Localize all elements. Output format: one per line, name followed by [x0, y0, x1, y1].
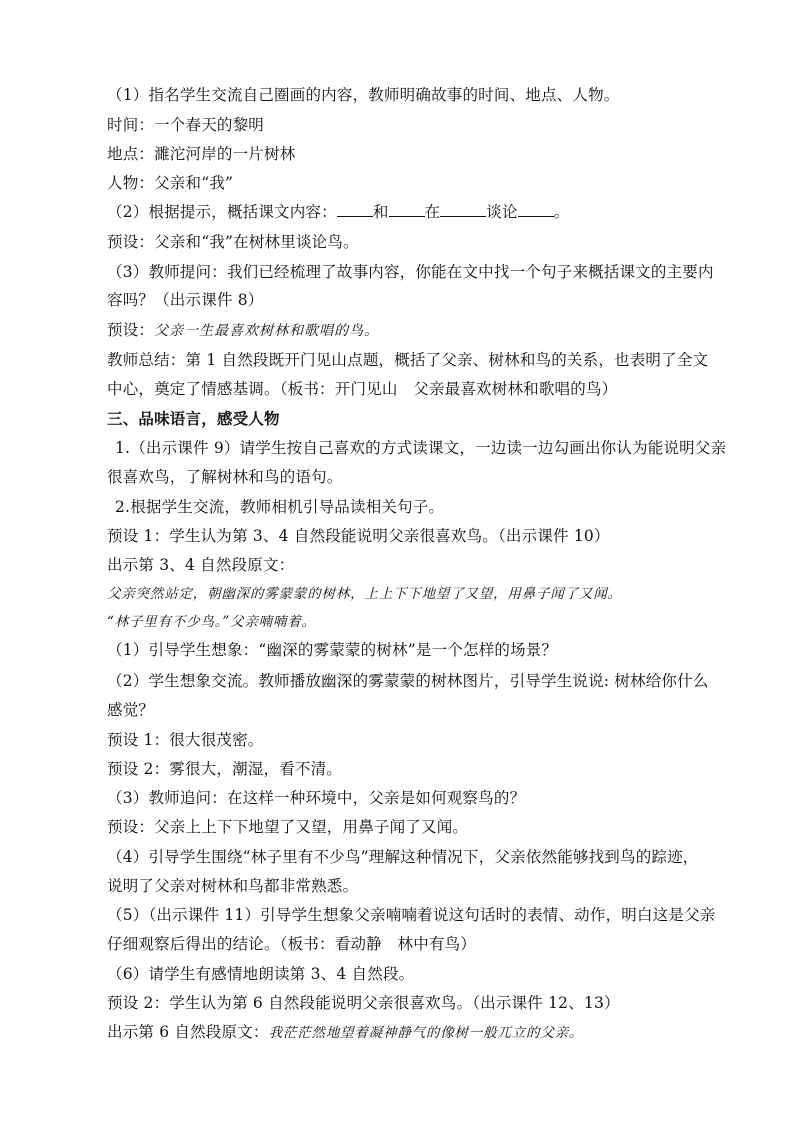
paragraph: 预设 1：很大很茂密。: [107, 731, 264, 749]
paragraph: 很喜欢鸟，了解树林和鸟的语句。: [107, 468, 343, 486]
paragraph: 预设：父亲和“我”在树林里谈论鸟。: [107, 233, 359, 251]
paragraph: 1.（出示课件 9）请学生按自己喜欢的方式读课文，一边读一边勾画出你认为能说明父亲: [115, 439, 727, 457]
fill-in-prompt: [107, 202, 569, 222]
fill-in-at: 在: [424, 203, 441, 221]
paragraph: （2）学生想象交流。教师播放幽深的雾蒙蒙的树林图片，引导学生说说: 树林给你什么: [107, 672, 709, 690]
paragraph: （3）教师提问：我们已经梳理了故事内容，你能在文中找一个句子来概括课文的主要内: [107, 263, 714, 281]
paragraph: 感觉？: [107, 701, 155, 719]
paragraph: 预设：父亲上上下下地望了又望，用鼻子闻了又闻。: [107, 818, 469, 836]
paragraph: 人物：父亲和“我”: [107, 174, 234, 192]
fill-in-talk: 谈论: [486, 203, 518, 221]
fill-in-blank: [518, 202, 554, 217]
paragraph: （3）教师追问：在这样一种环境中，父亲是如何观察鸟的？: [107, 789, 526, 807]
quoted-passage: 父亲突然站定，朝幽深的雾蒙蒙的树林，上上下下地望了又望，用鼻子闻了又闻。: [107, 586, 622, 602]
fill-in-blank: [389, 202, 425, 217]
paragraph: 预设 2：学生认为第 6 自然段能说明父亲很喜欢鸟。（出示课件 12、13）: [107, 994, 620, 1012]
paragraph: 2.根据学生交流，教师相机引导品读相关句子。: [115, 498, 445, 516]
paragraph: 说明了父亲对树林和鸟都非常熟悉。: [107, 877, 359, 895]
section-heading: 三、品味语言，感受人物: [107, 410, 280, 428]
fill-in-prefix: （2）根据提示，概括课文内容：: [107, 203, 337, 221]
paragraph: [107, 1022, 583, 1043]
fill-in-blank: [337, 202, 373, 217]
paragraph: 预设 1：学生认为第 3、4 自然段能说明父亲很喜欢鸟。（出示课件 10）: [107, 527, 610, 545]
paragraph: 教师总结：第 1 自然段既开门见山点题，概括了父亲、树林和鸟的关系，也表明了全文: [107, 351, 709, 369]
fill-in-blank: [440, 202, 486, 217]
paragraph: 仔细观察后得出的结论。（板书：看动静 林中有鸟）: [107, 935, 477, 953]
paragraph: 地点：濉沱河岸的一片树林: [107, 145, 296, 163]
quoted-sentence: 我茫茫然地望着凝神静气的像树一般兀立的父亲。: [268, 1025, 584, 1041]
fill-in-end: 。: [553, 203, 570, 221]
paragraph: 出示第 3、4 自然段原文：: [107, 556, 295, 574]
paragraph: 预设 2：雾很大，潮湿，看不清。: [107, 760, 342, 778]
preset-label: 预设：: [107, 321, 155, 339]
paragraph: （6）请学生有感情地朗读第 3、4 自然段。: [107, 965, 415, 983]
paragraph: （1）引导学生想象：“幽深的雾蒙蒙的树林”是一个怎样的场景？: [107, 641, 558, 659]
paragraph: （1）指名学生交流自己圈画的内容，教师明确故事的时间、地点、人物。: [107, 86, 620, 104]
paragraph: [107, 320, 379, 341]
quoted-passage: “林子里有不少鸟。”父亲喃喃着。: [107, 614, 316, 630]
paragraph: 时间：一个春天的黎明: [107, 116, 265, 134]
quoted-sentence: 父亲一生最喜欢树林和歌唱的鸟。: [154, 323, 380, 339]
paragraph: 中心，奠定了情感基调。（板书：开门见山 父亲最喜欢树林和歌唱的鸟）: [107, 380, 618, 398]
paragraph: （5）（出示课件 11）引导学生想象父亲喃喃着说这句话时的表情、动作，明白这是父亲: [107, 906, 716, 924]
fill-in-and: 和: [372, 203, 389, 221]
paragraph: （4）引导学生围绕“林子里有不少鸟”理解这种情况下，父亲依然能够找到鸟的踪迹，: [107, 848, 699, 866]
source-label: 出示第 6 自然段原文：: [107, 1023, 269, 1041]
paragraph: 容吗？（出示课件 8）: [107, 291, 264, 309]
